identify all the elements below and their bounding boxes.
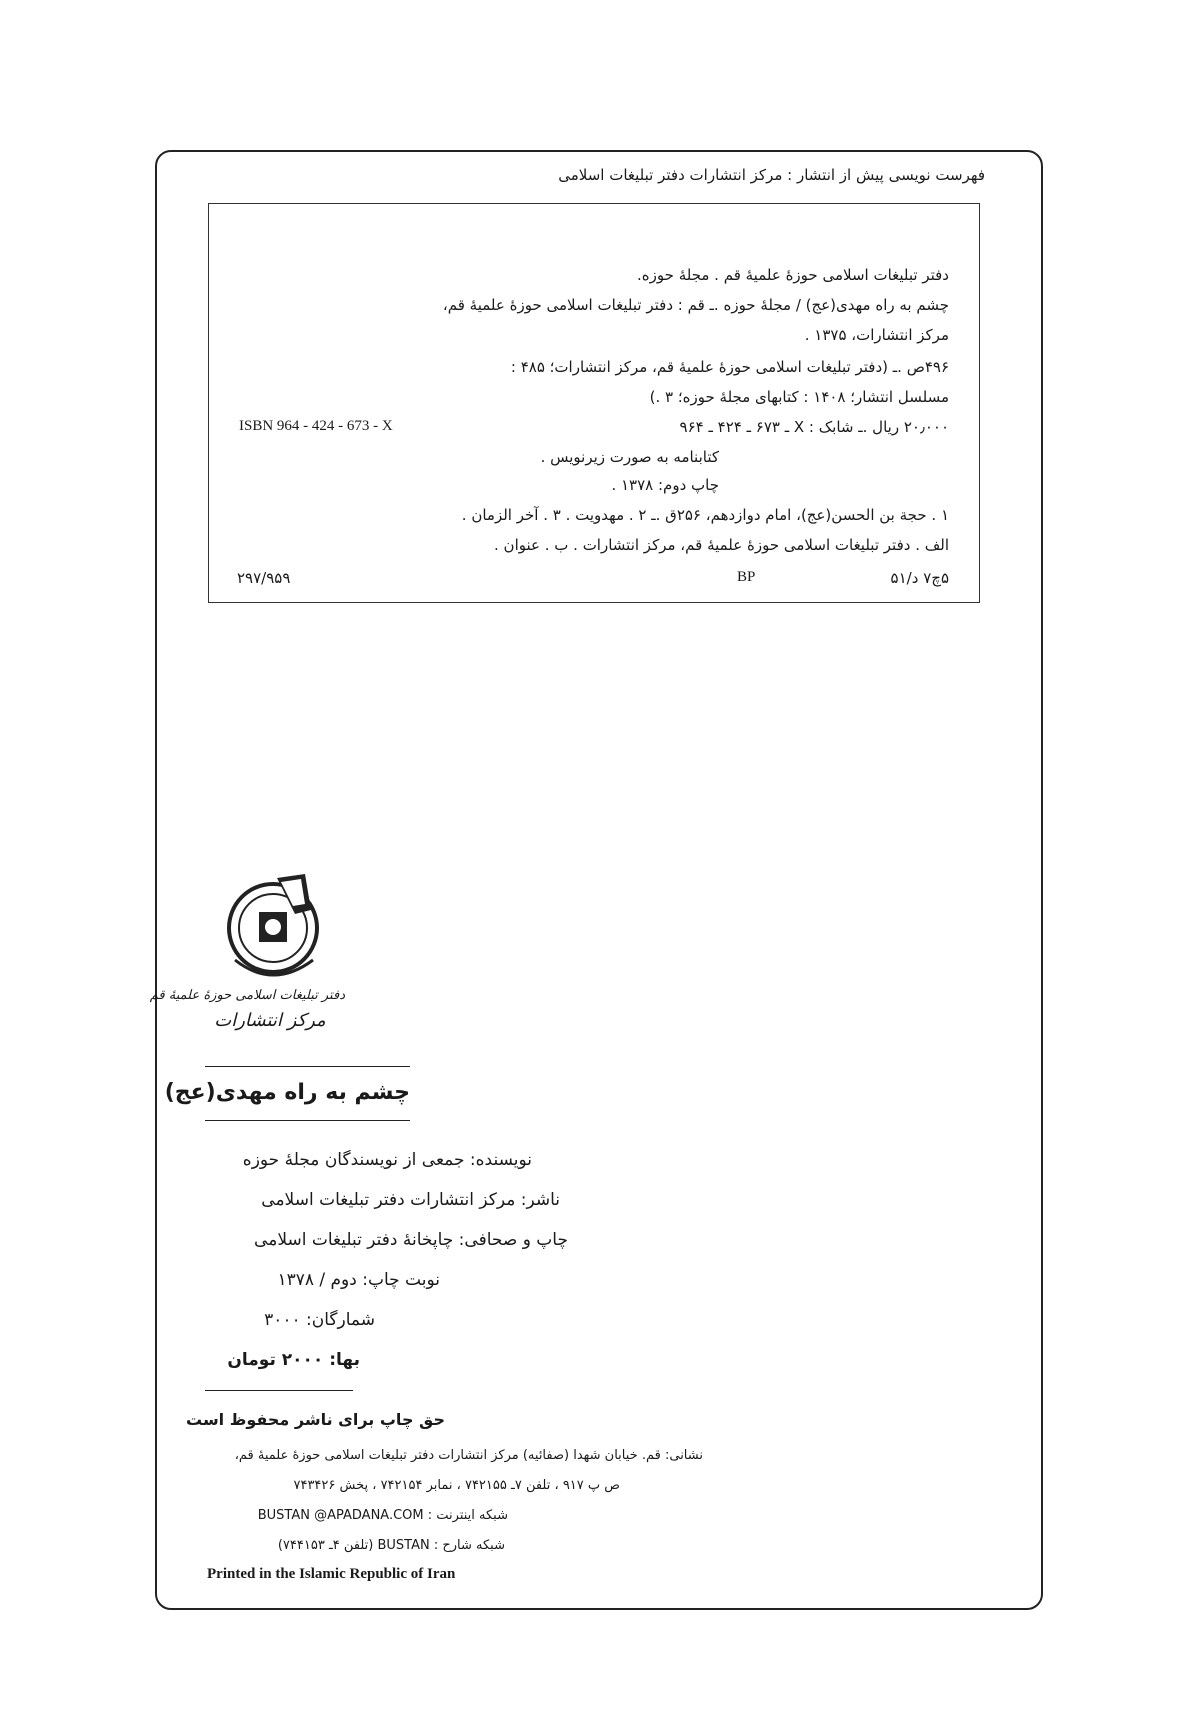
cip-line: چشم به راه مهدی(عج) / مجلهٔ حوزه .ـ قم : دفتر تبلیغات اسلامی حوزهٔ علمیهٔ قم، bbox=[442, 296, 949, 314]
copyright: حق چاپ برای ناشر محفوظ است bbox=[186, 1410, 445, 1429]
logo-caption-2: مرکز انتشارات bbox=[214, 1010, 326, 1031]
cip-line: مسلسل انتشار؛ ۱۴۰۸ : کتابهای مجلهٔ حوزه؛ ۳ .) bbox=[649, 388, 949, 406]
phones: ص پ ۹۱۷ ، تلفن ۷ـ ۷۴۲۱۵۵ ، نمابر ۷۴۲۱۵۴ ، پخش ۷۴۳۴۲۶ bbox=[293, 1478, 620, 1493]
cip-line: چاپ دوم: ۱۳۷۸ . bbox=[611, 476, 719, 494]
divider-title bbox=[205, 1120, 410, 1121]
isbn: ISBN 964 - 424 - 673 - X bbox=[239, 418, 393, 434]
cip-line: الف . دفتر تبلیغات اسلامی حوزهٔ علمیهٔ قم، مرکز انتشارات . ب . عنوان . bbox=[494, 536, 949, 554]
divider-bottom bbox=[205, 1390, 353, 1391]
price: بها: ۲۰۰۰ تومان bbox=[227, 1350, 360, 1370]
divider-top bbox=[205, 1066, 410, 1067]
author: نویسنده: جمعی از نویسندگان مجلهٔ حوزه bbox=[242, 1150, 532, 1170]
dewey-number: ۲۹۷/۹۵۹ bbox=[237, 569, 291, 587]
printer: چاپ و صحافی: چاپخانهٔ دفتر تبلیغات اسلامی bbox=[254, 1230, 568, 1250]
book-title: چشم به راه مهدی(عج) bbox=[164, 1080, 410, 1105]
printed-in: Printed in the Islamic Republic of Iran bbox=[207, 1566, 456, 1582]
cip-line: ۱ . حجة بن الحسن(عج)، امام دوازدهم، ۲۵۶ق .ـ ۲ . مهدویت . ۳ . آخر الزمان . bbox=[461, 506, 949, 524]
cip-line: ۲۰٫۰۰۰ ریال .ـ شابک : X ـ ۶۷۳ ـ ۴۲۴ ـ ۹۶۴ bbox=[679, 418, 949, 436]
cip-line: ۴۹۶ص .ـ (دفتر تبلیغات اسلامی حوزهٔ علمیهٔ قم، مرکز انتشارات؛ ۴۸۵ : bbox=[510, 358, 949, 376]
bp-code: BP bbox=[737, 569, 756, 585]
cip-header: فهرست نویسی پیش از انتشار : مرکز انتشارات دفتر تبلیغات اسلامی bbox=[558, 166, 985, 184]
cip-box bbox=[208, 203, 980, 603]
cip-line: دفتر تبلیغات اسلامی حوزهٔ علمیهٔ قم . مجلهٔ حوزه. bbox=[637, 266, 949, 284]
print-run: شمارگان: ۳۰۰۰ bbox=[264, 1310, 375, 1330]
network: شبکه شارح : BUSTAN (تلفن ۴ـ ۷۴۴۱۵۳) bbox=[277, 1538, 505, 1553]
internet: شبکه اینترنت : BUSTAN @APADANA.COM bbox=[257, 1508, 508, 1523]
classification: ۵چ۷ د/۵۱ bbox=[890, 569, 949, 587]
logo-caption-1: دفتر تبلیغات اسلامی حوزهٔ علمیهٔ قم bbox=[149, 988, 345, 1003]
edition: نوبت چاپ: دوم / ۱۳۷۸ bbox=[277, 1270, 440, 1290]
cip-line: کتابنامه به صورت زیرنویس . bbox=[540, 448, 719, 466]
publisher-logo bbox=[149, 870, 345, 1050]
cip-line: مرکز انتشارات، ۱۳۷۵ . bbox=[804, 326, 949, 344]
publisher: ناشر: مرکز انتشارات دفتر تبلیغات اسلامی bbox=[261, 1190, 560, 1210]
address: نشانی: قم. خیابان شهدا (صفائیه) مرکز انتشارات دفتر تبلیغات اسلامی حوزهٔ علمیهٔ قم، bbox=[234, 1448, 703, 1463]
